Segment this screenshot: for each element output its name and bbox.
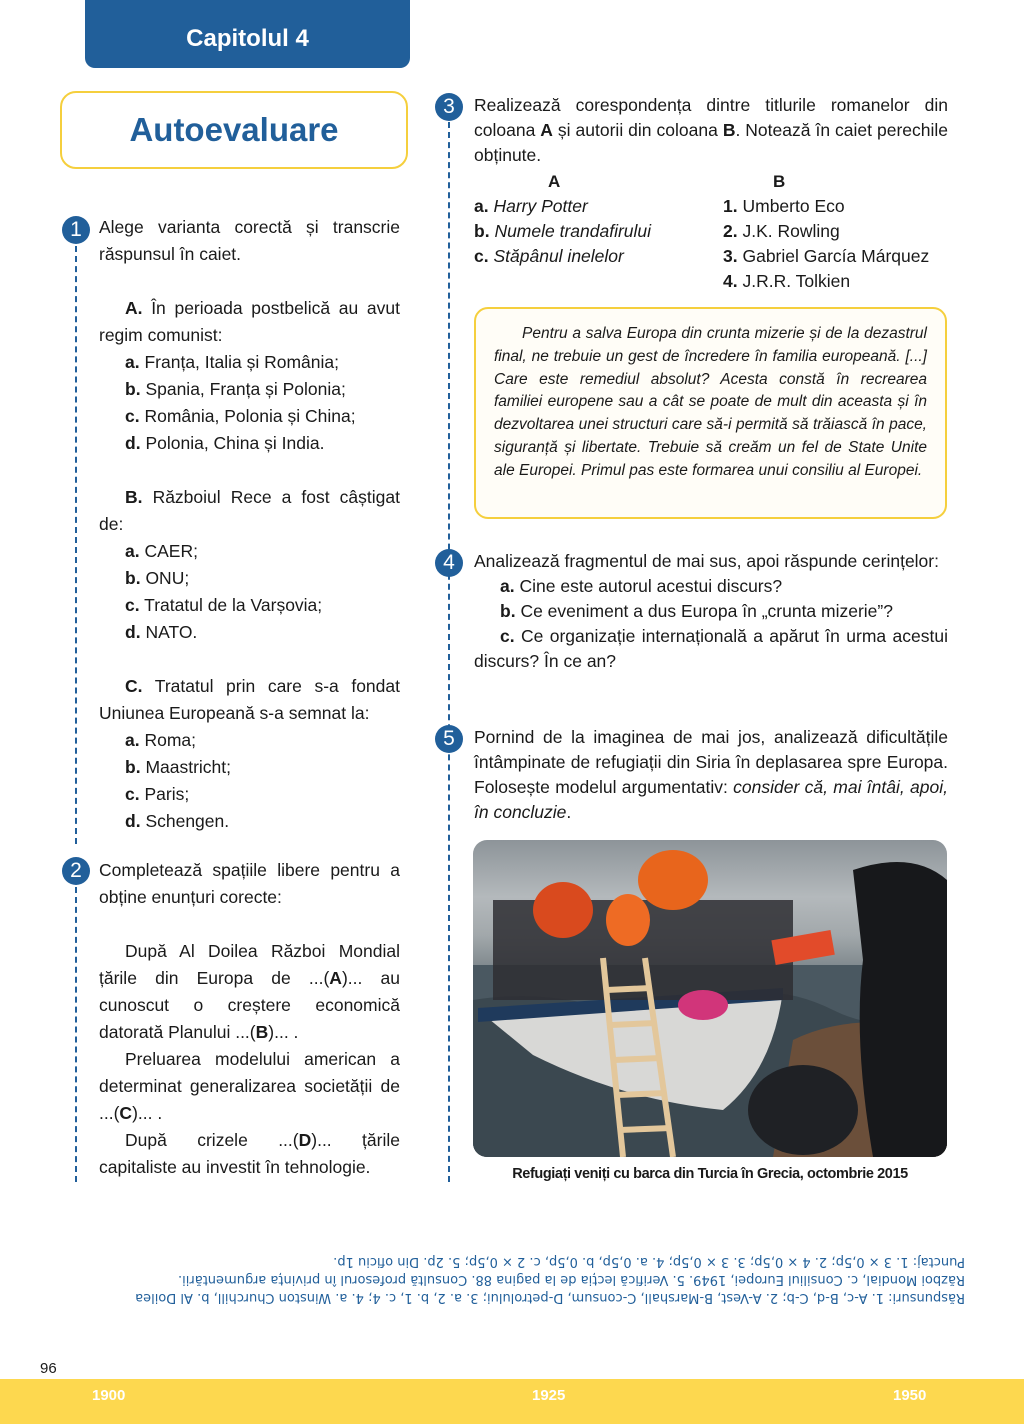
chapter-tab [85, 0, 410, 68]
column-a-list [474, 194, 651, 269]
question-item: a. Cine este autorul acestui discurs? [500, 576, 783, 596]
quote-text: Pentru a salva Europa din crunta mizerie și de la dezastrul final, ne trebuie un gest de încredere în familia europeană. [...] Care este remediul absolut? Acesta constă în recrearea familiei europene sau a cât se poate de mult din aceasta și în dezvoltarea unei structuri care să-i permită să trăiască în pace, siguranță și libertate. Trebuie să creăm un fel de State Unite ale Europei. Primul pas este formarea unui consiliu al Europei. [494, 325, 927, 479]
fill-paragraph-2: Preluarea modelului american a determinat generalizarea societății de ...(C)... . [99, 1049, 400, 1123]
exercise-number-3: 3 [435, 93, 463, 121]
column-b-list [723, 194, 929, 294]
question-C: C. Tratatul prin care s-a fondat Uniunea Europeană s-a semnat la: [99, 676, 400, 723]
fill-paragraph-3: După crizele ...(D)... țările capitaliste au investit în tehnologie. [99, 1130, 400, 1177]
option: c. Tratatul de la Varșovia; [125, 595, 323, 615]
exercise-number-4: 4 [435, 549, 463, 577]
answer-key-scoring: Punctaj: 1. 3 × 0,5p; 2. 4 × 0,5p; 3. 3 × 0,5p; 4. a. 0,5p, b. 0,5p, c. 2 × 0,5p; 5. 2p. Din oficiu 1p. [333, 1254, 965, 1269]
timeline-tick: 1900 [92, 1387, 126, 1404]
option: d. Schengen. [125, 811, 230, 831]
question-item: b. Ce eveniment a dus Europa în „crunta mizerie”? [500, 601, 893, 621]
photo-caption: Refugiați veniți cu barca din Turcia în Grecia, octombrie 2015 [512, 1166, 908, 1182]
exercise-number-1: 1 [62, 216, 90, 244]
exercise-number-2: 2 [62, 857, 90, 885]
answer-key [105, 1252, 965, 1306]
novel-item: c. Stăpânul inelelor [474, 246, 624, 266]
chapter-label: Capitolul 4 [186, 25, 309, 52]
question-item: c. Ce organizație internațională a apărut în urma acestui discurs? În ce an? [474, 626, 948, 671]
dashed-line-2 [75, 887, 77, 1182]
novel-item: a. Harry Potter [474, 196, 588, 216]
answer-key-answers: Răspunsuri: 1. A-c, B-d, C-b; 2. A-Vest, B-Marshall, C-consum, D-petrolului; 3. a. 2, b. 1, c. 4; 4. a. Winston Churchill, b. Al Doilea Război Mondial, c. Consiliul Europei, 1949. 5. Verifică lecția de la pagina 88. Consultă profesorul în privința argumentării. [135, 1272, 965, 1305]
exercise-2-instruction: Completează spațiile libere pentru a obține enunțuri corecte: [99, 860, 400, 907]
author-item: 1. Umberto Eco [723, 196, 845, 216]
exercise-4-instruction: Analizează fragmentul de mai sus, apoi răspunde cerințelor: [474, 551, 939, 571]
exercise-number-5: 5 [435, 725, 463, 753]
exercise-3-instruction: Realizează corespondența dintre titlurile romanelor din coloana A și autorii din coloana B. Notează în caiet perechile obținute. [474, 95, 948, 165]
option: c. România, Polonia și China; [125, 406, 356, 426]
question-A: A. În perioada postbelică au avut regim comunist: [99, 298, 400, 345]
exercise-4 [474, 549, 948, 674]
question-B: B. Războiul Rece a fost câștigat de: [99, 487, 400, 534]
timeline-tick: 1950 [893, 1387, 927, 1404]
option: d. NATO. [125, 622, 198, 642]
quote-box [474, 307, 947, 519]
author-item: 2. J.K. Rowling [723, 221, 840, 241]
option: b. Spania, Franța și Polonia; [125, 379, 346, 399]
dashed-line-right [448, 122, 450, 1182]
author-item: 4. J.R.R. Tolkien [723, 271, 851, 291]
option: a. CAER; [125, 541, 198, 561]
option: a. Roma; [125, 730, 197, 750]
option: c. Paris; [125, 784, 190, 804]
novel-item: b. Numele trandafirului [474, 221, 652, 241]
author-item: 3. Gabriel García Márquez [723, 246, 930, 266]
exercise-5-instruction: Pornind de la imaginea de mai jos, analizează dificultățile întâmpinate de refugiații din Siria în deplasarea spre Europa. Folosește modelul argumentativ: consider că, mai întâi, apoi, în concluzie. [474, 727, 948, 822]
option: b. Maastricht; [125, 757, 232, 777]
page-title-box [60, 91, 408, 169]
timeline-tick: 1925 [532, 1387, 566, 1404]
option: d. Polonia, China și India. [125, 433, 325, 453]
refugee-boat-illustration [473, 840, 947, 1157]
exercise-1 [99, 214, 400, 835]
option: a. Franța, Italia și România; [125, 352, 340, 372]
column-a-header: A [548, 172, 561, 191]
refugee-boat-photo [473, 840, 947, 1157]
column-b-header: B [773, 172, 786, 191]
page-number: 96 [40, 1360, 57, 1377]
dashed-line-1 [75, 246, 77, 844]
fill-paragraph-1: După Al Doilea Război Mondial țările din Europa de ...(A)... au cunoscut o creștere economică datorată Planului ...(B)... . [99, 941, 400, 1042]
timeline-bar [0, 1379, 1024, 1424]
page-title: Autoevaluare [129, 111, 339, 148]
exercise-2 [99, 857, 400, 1181]
exercise-1-instruction: Alege varianta corectă și transcrie răspunsul în caiet. [99, 217, 400, 264]
option: b. ONU; [125, 568, 190, 588]
